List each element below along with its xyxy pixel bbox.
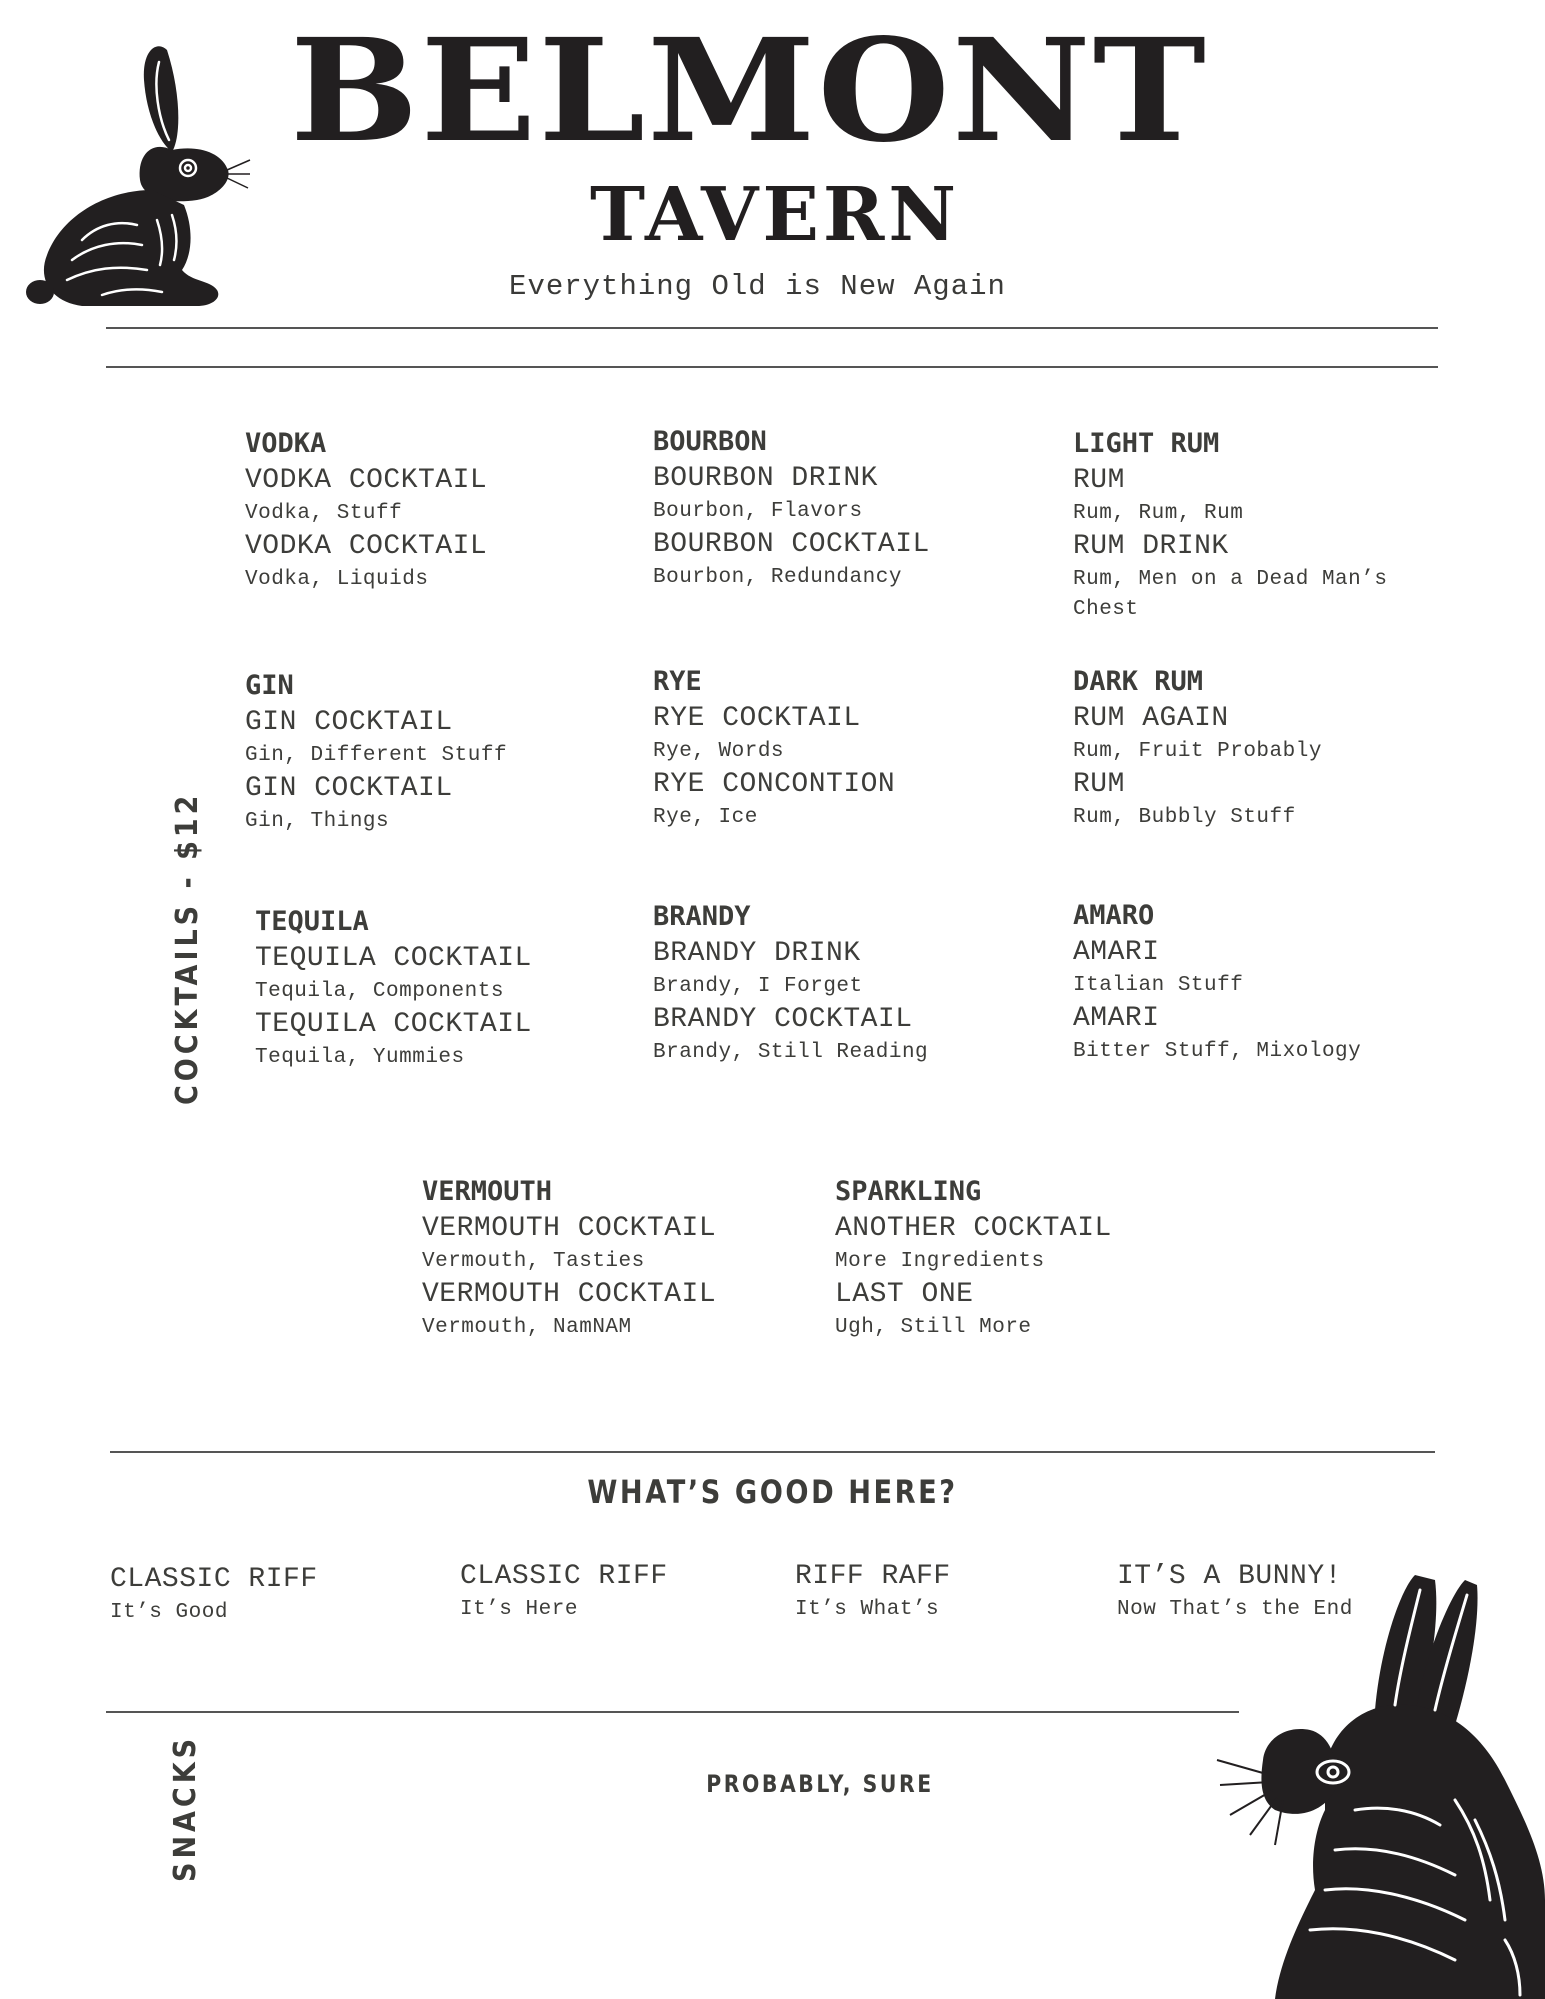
featured-item [795, 1559, 1095, 1625]
drink-ingredients: Vermouth, NamNAM [422, 1316, 632, 1339]
section-sparkling [835, 1173, 1235, 1343]
category-heading: VODKA [245, 428, 327, 459]
drink-name: RUM [1073, 769, 1125, 800]
section-gin [245, 667, 645, 837]
whats-good-heading: WHAT’S GOOD HERE? [587, 1473, 958, 1511]
divider-top-1 [106, 327, 1438, 329]
drink-ingredients: Vermouth, Tasties [422, 1250, 645, 1273]
drink-name: BRANDY DRINK [653, 938, 861, 969]
section-dark-rum [1073, 663, 1413, 833]
drink-name: BOURBON DRINK [653, 463, 878, 494]
category-heading: LIGHT RUM [1073, 428, 1220, 459]
featured-name: CLASSIC RIFF [110, 1564, 318, 1595]
drink-ingredients: Tequila, Components [255, 980, 504, 1003]
category-heading: BRANDY [653, 901, 751, 932]
drink-name: GIN COCKTAIL [245, 707, 453, 738]
drink-ingredients: Rye, Words [653, 740, 785, 763]
drink-ingredients: Bitter Stuff, Mixology [1073, 1040, 1362, 1063]
category-heading: RYE [653, 666, 702, 697]
category-heading: TEQUILA [255, 906, 369, 937]
section-amaro [1073, 897, 1413, 1067]
section-bourbon [653, 423, 1053, 593]
drink-name: TEQUILA COCKTAIL [255, 943, 532, 974]
drink-name: ANOTHER COCKTAIL [835, 1213, 1112, 1244]
category-heading: DARK RUM [1073, 666, 1204, 697]
section-rye [653, 663, 1053, 833]
drink-ingredients: Rum, Rum, Rum [1073, 502, 1244, 525]
featured-name: IT’S A BUNNY! [1117, 1561, 1342, 1592]
section-vodka [245, 425, 645, 595]
drink-name: LAST ONE [835, 1279, 974, 1310]
section-vermouth [422, 1173, 822, 1343]
category-heading: BOURBON [653, 426, 767, 457]
featured-desc: It’s Good [110, 1601, 228, 1624]
featured-name: RIFF RAFF [795, 1561, 951, 1592]
drink-ingredients: More Ingredients [835, 1250, 1045, 1273]
divider-whats-good [110, 1451, 1435, 1453]
drink-ingredients: Rum, Bubbly Stuff [1073, 806, 1296, 829]
drink-name: RUM DRINK [1073, 531, 1229, 562]
cocktails-price-label: COCKTAILS - $12 [170, 791, 205, 1105]
drink-ingredients: Brandy, Still Reading [653, 1041, 929, 1064]
drink-name: VERMOUTH COCKTAIL [422, 1213, 717, 1244]
drink-ingredients: Italian Stuff [1073, 974, 1244, 997]
drink-ingredients: Bourbon, Redundancy [653, 566, 902, 589]
drink-name: RYE COCKTAIL [653, 703, 861, 734]
drink-name: TEQUILA COCKTAIL [255, 1009, 532, 1040]
category-heading: GIN [245, 670, 294, 701]
drink-name: BRANDY COCKTAIL [653, 1004, 913, 1035]
featured-item [110, 1562, 410, 1628]
snacks-heading: PROBABLY, SURE [706, 1770, 934, 1798]
drink-ingredients: Ugh, Still More [835, 1316, 1032, 1339]
section-light-rum [1073, 425, 1413, 625]
drink-name: RUM AGAIN [1073, 703, 1229, 734]
drink-name: GIN COCKTAIL [245, 773, 453, 804]
featured-desc: Now That’s the End [1117, 1598, 1353, 1621]
divider-top-2 [106, 366, 1438, 368]
drink-name: AMARI [1073, 937, 1160, 968]
drink-ingredients: Rye, Ice [653, 806, 758, 829]
drink-ingredients: Rum, Men on a Dead Man’s Chest [1073, 568, 1388, 621]
rabbit-head-icon [1215, 1560, 1545, 1999]
drink-name: BOURBON COCKTAIL [653, 529, 930, 560]
drink-ingredients: Gin, Different Stuff [245, 744, 508, 767]
drink-name: VODKA COCKTAIL [245, 531, 488, 562]
category-heading: AMARO [1073, 900, 1155, 931]
drink-ingredients: Bourbon, Flavors [653, 500, 863, 523]
restaurant-title: BELMONT [290, 6, 1208, 174]
category-heading: VERMOUTH [422, 1176, 553, 1207]
tagline: Everything Old is New Again [509, 270, 1006, 303]
category-heading: SPARKLING [835, 1176, 982, 1207]
drink-ingredients: Vodka, Stuff [245, 502, 403, 525]
divider-snacks [106, 1711, 1239, 1713]
drink-name: VERMOUTH COCKTAIL [422, 1279, 717, 1310]
drink-name: RYE CONCONTION [653, 769, 896, 800]
restaurant-subtitle: TAVERN [590, 172, 961, 258]
featured-desc: It’s What’s [795, 1598, 940, 1621]
section-brandy [653, 898, 1053, 1068]
drink-name: AMARI [1073, 1003, 1160, 1034]
drink-ingredients: Brandy, I Forget [653, 975, 863, 998]
drink-name: VODKA COCKTAIL [245, 465, 488, 496]
drink-ingredients: Rum, Fruit Probably [1073, 740, 1322, 763]
drink-ingredients: Gin, Things [245, 810, 390, 833]
snacks-label: SNACKS [168, 1734, 203, 1882]
drink-name: RUM [1073, 465, 1125, 496]
drink-ingredients: Tequila, Yummies [255, 1046, 465, 1069]
section-tequila [255, 903, 655, 1073]
featured-desc: It’s Here [460, 1598, 578, 1621]
featured-name: CLASSIC RIFF [460, 1561, 668, 1592]
drink-ingredients: Vodka, Liquids [245, 568, 429, 591]
featured-item [460, 1559, 760, 1625]
